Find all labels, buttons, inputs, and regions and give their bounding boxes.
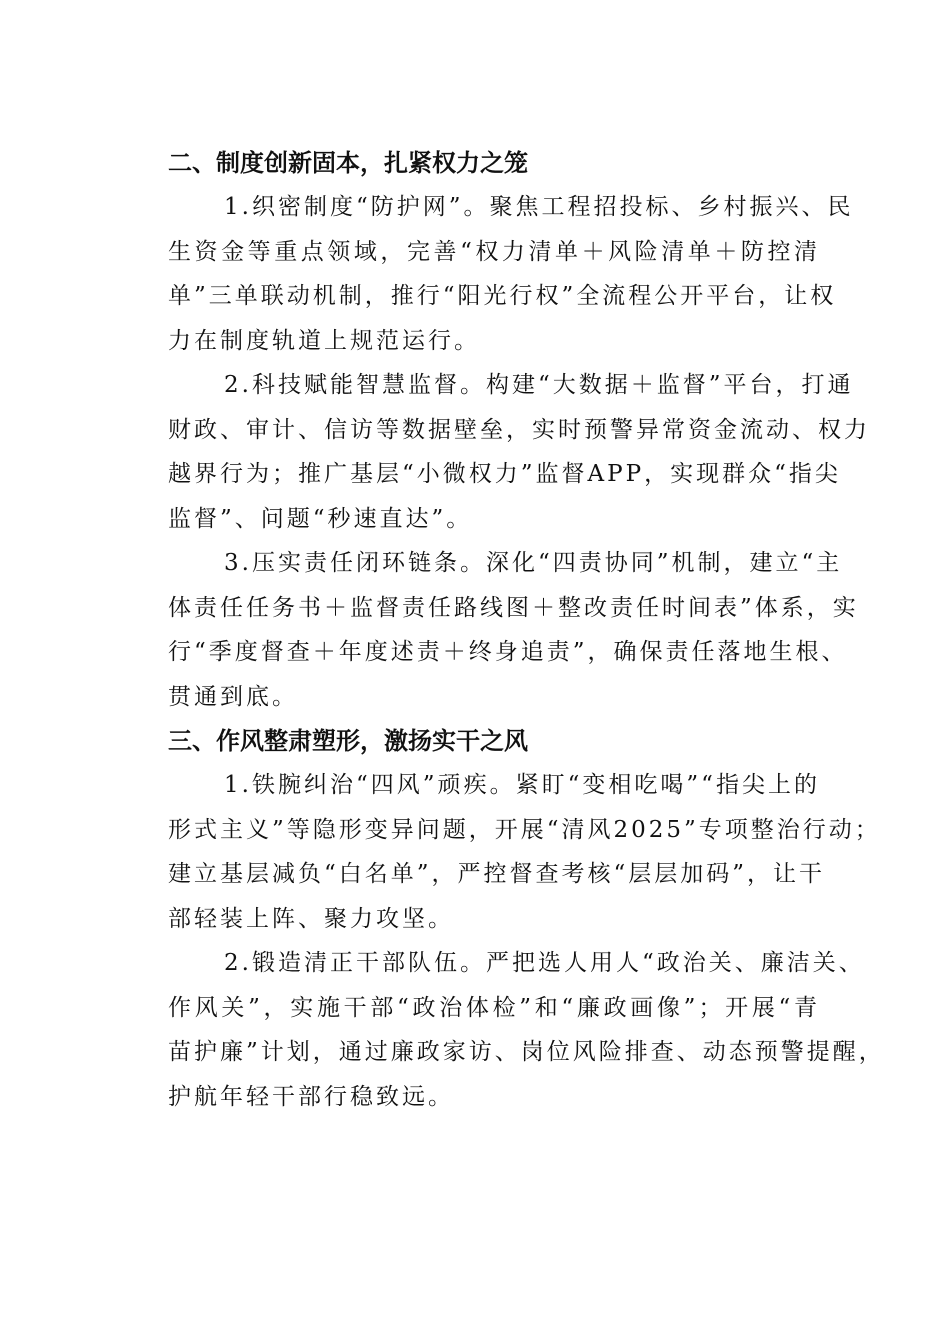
section-heading: 三、作风整肃塑形，激扬实干之风 bbox=[168, 727, 528, 755]
text-line: 2.锻造清正干部队伍。严把选人用人“政治关、廉洁关、 bbox=[224, 950, 865, 976]
text-line: 力在制度轨道上规范运行。 bbox=[168, 327, 480, 354]
section-heading: 二、制度创新固本，扎紧权力之笼 bbox=[168, 149, 528, 177]
text-line: 3.压实责任闭环链条。深化“四责协同”机制，建立“主 bbox=[224, 550, 843, 576]
text-line: 2.科技赋能智慧监督。构建“大数据＋监督”平台，打通 bbox=[224, 372, 854, 398]
text-line: 1.铁腕纠治“四风”顽疾。紧盯“变相吃喝”“指尖上的 bbox=[224, 772, 820, 798]
paragraph bbox=[112, 363, 870, 541]
text-line: 护航年轻干部行稳致远。 bbox=[168, 1083, 454, 1110]
text-line: 生资金等重点领域，完善“权力清单＋风险清单＋防控清 bbox=[168, 238, 820, 265]
text-line: 部轻装上阵、聚力攻坚。 bbox=[168, 905, 454, 932]
text-line: 1.织密制度“防护网”。聚焦工程招投标、乡村振兴、民 bbox=[224, 194, 854, 220]
text-line: 行“季度督查＋年度述责＋终身追责”，确保责任落地生根、 bbox=[168, 639, 848, 665]
text-line: 财政、审计、信访等数据壁垒，实时预警异常资金流动、权力 bbox=[168, 416, 870, 443]
text-line: 作风关”，实施干部“政治体检”和“廉政画像”；开展“青 bbox=[168, 994, 820, 1021]
paragraph bbox=[112, 185, 854, 363]
document-page bbox=[112, 141, 885, 1119]
text-line: 苗护廉”计划，通过廉政家访、岗位风险排查、动态预警提醒， bbox=[168, 1039, 885, 1065]
text-line: 越界行为；推广基层“小微权力”监督APP，实现群众“指尖 bbox=[168, 461, 841, 487]
paragraph bbox=[112, 541, 859, 719]
text-line: 单”三单联动机制，推行“阳光行权”全流程公开平台，让权 bbox=[168, 283, 837, 309]
paragraph bbox=[112, 763, 881, 941]
text-line: 建立基层减负“白名单”，严控督查考核“层层加码”，让干 bbox=[168, 861, 826, 887]
text-line: 体责任任务书＋监督责任路线图＋整改责任时间表”体系，实 bbox=[168, 594, 859, 621]
text-line: 形式主义”等隐形变异问题，开展“清风2025”专项整治行动； bbox=[168, 816, 881, 843]
paragraph bbox=[112, 941, 885, 1119]
text-line: 贯通到底。 bbox=[168, 683, 298, 710]
text-line: 监督”、问题“秒速直达”。 bbox=[168, 505, 473, 532]
